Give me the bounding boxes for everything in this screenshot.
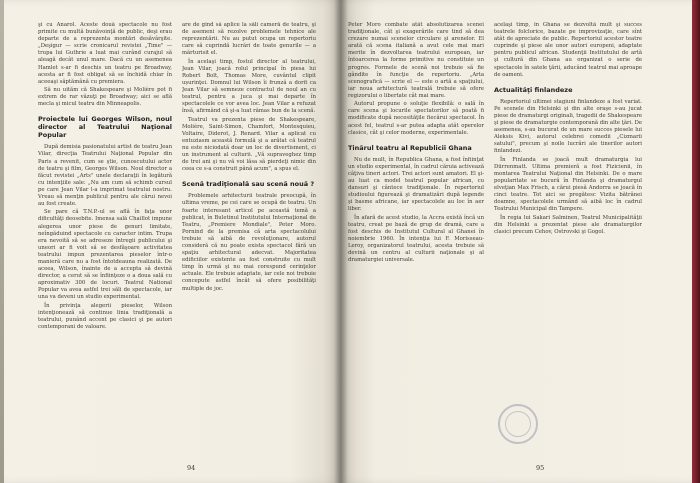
paragraph: Peter Moro combate atât absolutizarea scenei tradiţionale, cât şi exagerările care tind să dea crezare numai scenelor circulare şi arenelor. El arată că scena italiană a avut cele mai mari merite în dezvoltarea teatrului european, iar întoarcerea la forme primitive nu constituie un progres. Formele de scenă noi trebuie să fie gândite în funcţie de repertoriu. „Arta scenografică — scrie el — este o artă a spaţiului, iar noua arhitectură teatrală trebuie să ofere regizorului o libertate cât mai mare. [348, 22, 484, 99]
paragraph: După demisia pasionatului artist de teatru Jean Vilar, direcţia Teatrului Naţional Popular din Paris a revenit, cum se ştie, cunoscutului actor de teatru şi film, Georges Wilson. Noul director a făcut revistei „Arts" unele declaraţii în legătură cu intenţiile sale: „Nu am cum să schimb cursul pe care Jean Vilar l-a imprimat teatrului nostru. Vreau să menţin publicul pentru ale cărui nevoi au fost create. [38, 144, 172, 208]
library-stamp [498, 404, 538, 444]
page-number-left: 94 [187, 464, 196, 472]
paragraph: Se pare că T.N.P.-ul se află în faţa unor dificultăţi deosebite. Imensa sală Chaillot impune alegerea unor piese de genuri limitate, neîngăduind spectacole cu caracter intim. Trupa era nevoită să se adreseze întregii publicului şi uneori ar fi voit să se desfăşoare activitatea teatrului impun prezentarea pieselor într-o manieră care nu a fost întotdeauna realizată. De aceea, Wilson, înainte de a accepta să devină director, a cerut să se înfiinţeze o a doua sală cu aproximativ 300 de locuri. Teatrul National Popular va avea astfel trei săli de spectacole, iar una va deveni un studio experimental. [38, 209, 172, 301]
book-cover-edge-right [692, 0, 700, 483]
paragraph: Nu de mult, în Republica Ghana, a fost înfiinţat un studio experimental, în cadrul căruia activează câţiva tineri actori. Trei actori sunt amatori. El şi-au luat ca model teatrul popular african, cu dansuri şi cântece tradiţionale. În repertoriul studioului figurează şi dramatizări după legende şi basme africane, iar spectacolele au loc în aer liber. [348, 156, 484, 213]
paragraph: Autorul propune o soluţie flexibilă: o sală în care scena şi locurile spectatorilor să poată fi modificate după necesităţile fiecărui spectacol. În acest fel, teatrul s-ar putea adapta atât operelor clasice, cât şi celor moderne, experimentale. [348, 101, 484, 136]
left-page-column-1 [38, 22, 172, 454]
section-heading-finlanda: Actualităţi finlandeze [494, 85, 573, 94]
right-page-column-1 [348, 22, 484, 454]
left-page-column-2 [182, 22, 316, 454]
paragraph: În afară de acest studio, la Accra există încă un teatru, creat pe bază de grup de dramă, care a fost deschis de Institutul Cultural al Ghanei în noiembrie 1960. În intenţia lui F. Morisseau-Leroy, organizatorul teatrului, acesta trebuie să devină un centru al culturii naţionale şi al dramaturgiei universale. [348, 214, 484, 264]
paragraph: şi cu Anarol. Aceste două spectacole nu fost primite cu multă bunăvoinţă de public, deşi erau departe de a reprezenta montări desăvârşite. „Deşigur — scrie cronicarul revistei „Time" — trupa lui Guthrie a luat mai curând curajul să aleagă decât unul mare. Dacă cu un asemenea Hamlet s-ar fi deschis un teatru pe Broadway, acesta ar fi fost obligat să se închidă chiar în aceeaşi săptămână cu premiera. [38, 22, 172, 85]
paragraph: În privinţa alegerii pieselor, Wilson intenţionează să continue linia tradiţională a teatrului, punând accent pe clasici şi pe autori contemporani de valoare. [38, 302, 172, 331]
paragraph: Repertoriul ultimei stagiuni finlandeze a fost variat. Pe scenele din Helsinki şi din alte oraşe s-au jucat piese de dramaturgi originali, tragedii de Shakespeare şi piese de dramaturgie contemporană din alte ţări. De asemenea, s-au bucurat de un mare succes piesele lui Aleksis Kivi, autorul celebrei comedii „Cizmarii satului", precum şi noile lucrări ale tinerilor autori finlandezi. [494, 98, 642, 155]
paragraph: Să nu uităm că Shakespeare şi Molière pot fi extrem de rar văzuţi pe Broadway; aici se află mecla şi micul teatru din Minneapolis. [38, 87, 172, 108]
paragraph: Problemele arhitecturii teatrale preocupă, în ultima vreme, pe cei care se ocupă de teatru. Un foarte interesant articol pe această temă a publicat, în Buletinul Institutului Internaţional de Teatru, „Premiere Mondiale", Peter Moro. Pornind de la premisa că arta spectacolului trebuie să aibă de revoluţionare, autorul consideră că nu poate exista spectacol fără un spaţiu arhitectural adecvat. Majoritatea edificiilor existente au fost construite cu mult timp în urmă şi nu mai corespund cerinţelor actuale. Ele trebuie adaptate, iar cele noi trebuie concepute astfel încât să ofere posibilităţi multiple de joc. [182, 193, 316, 292]
library-stamp-inner-ring [505, 411, 531, 437]
paragraph: În Finlanda se joacă mult dramaturgia lui Dürrenmatt. Ultima premieră a fost Fizicienii, în montarea Teatrului Naţional din Helsinki. De o mare popularitate se bucură în Finlanda şi dramaturgul elveţian Max Frisch, a cărui piesă Andorra se joacă în cinci teatre. Tot aici se pregătesc Vizita bătrânei doamne, spectacolele urmând să aibă loc în cadrul Teatrului Municipal din Tampere. [494, 156, 642, 213]
book-gutter [334, 0, 348, 483]
right-page-column-2 [494, 22, 642, 454]
paragraph: În regia lui Sakari Salminen, Teatrul Municipalităţii din Helsinki a prezentat piese ale dramaturgilor clasici precum Cehov, Ostrovski şi Gogol. [494, 214, 642, 235]
section-heading-scena: Scenă tradiţională sau scenă nouă ? [182, 180, 315, 189]
paragraph: Teatrul va prezenta piese de Shakespeare, Molière, Saint-Simon, Chamfort, Montesquieu, Voltaire, Diderot, J. Renard. Vilar a aplicat cu entuziasm această formulă şi a arătat că teatrul nu este niciodată doar un loc de divertisment, ci un instrument al culturii. „Vă supraveghez timp de trei ani şi nu vă voi lăsa să pierdeţi nimic din ceea ce s-a construit până acum", a spus el. [182, 116, 316, 173]
page-number-right: 95 [536, 464, 545, 472]
section-heading-wilson: Proiectele lui Georges Wilson, noul director al Teatrului Naţional Popular [38, 115, 172, 140]
paragraph: are de gînd să aplice la săli cameră de teatru, şi de asemeni să rezolve problemele tehnice ale reprezentării. Nu au putut ocupa un repertoriu care să cuprindă lucrări de toate genurile — a mărturisit el. [182, 22, 316, 57]
paragraph: acelaşi timp, în Ghana se dezvoltă mult şi succes teatrele folclorice, bazate pe improvizaţie, care sînt atât de apreciate de public. Repertoriul acestor teatre cuprinde şi piese ale unor autori europeni, adaptate pentru publicul african. Studenţii Institutului de artă şi cultură din Ghana au organizat o serie de spectacole în satele ţării, aducând teatrul mai aproape de oameni. [494, 22, 642, 78]
section-heading-ghana: Tinărul teatru al Republicii Ghana [348, 143, 472, 152]
paragraph: În acelaşi timp, fostul director al teatrului, Jean Vilar, joacă rolul principal în piesa lui Robert Bolt, Thomas More, cuvântul clipit ușurinţei. Domnul lui Wilson îi frunză a dorit ca Jean Vilar să semneze contractul de noul an cu teatrul, pentru a juca şi mai departe în spectacolele ce vor avea loc. Jean Vilar a refuzat însă, afirmând că şi-a luat rămas bun de la scenă. [182, 58, 316, 115]
page-left [4, 0, 340, 483]
